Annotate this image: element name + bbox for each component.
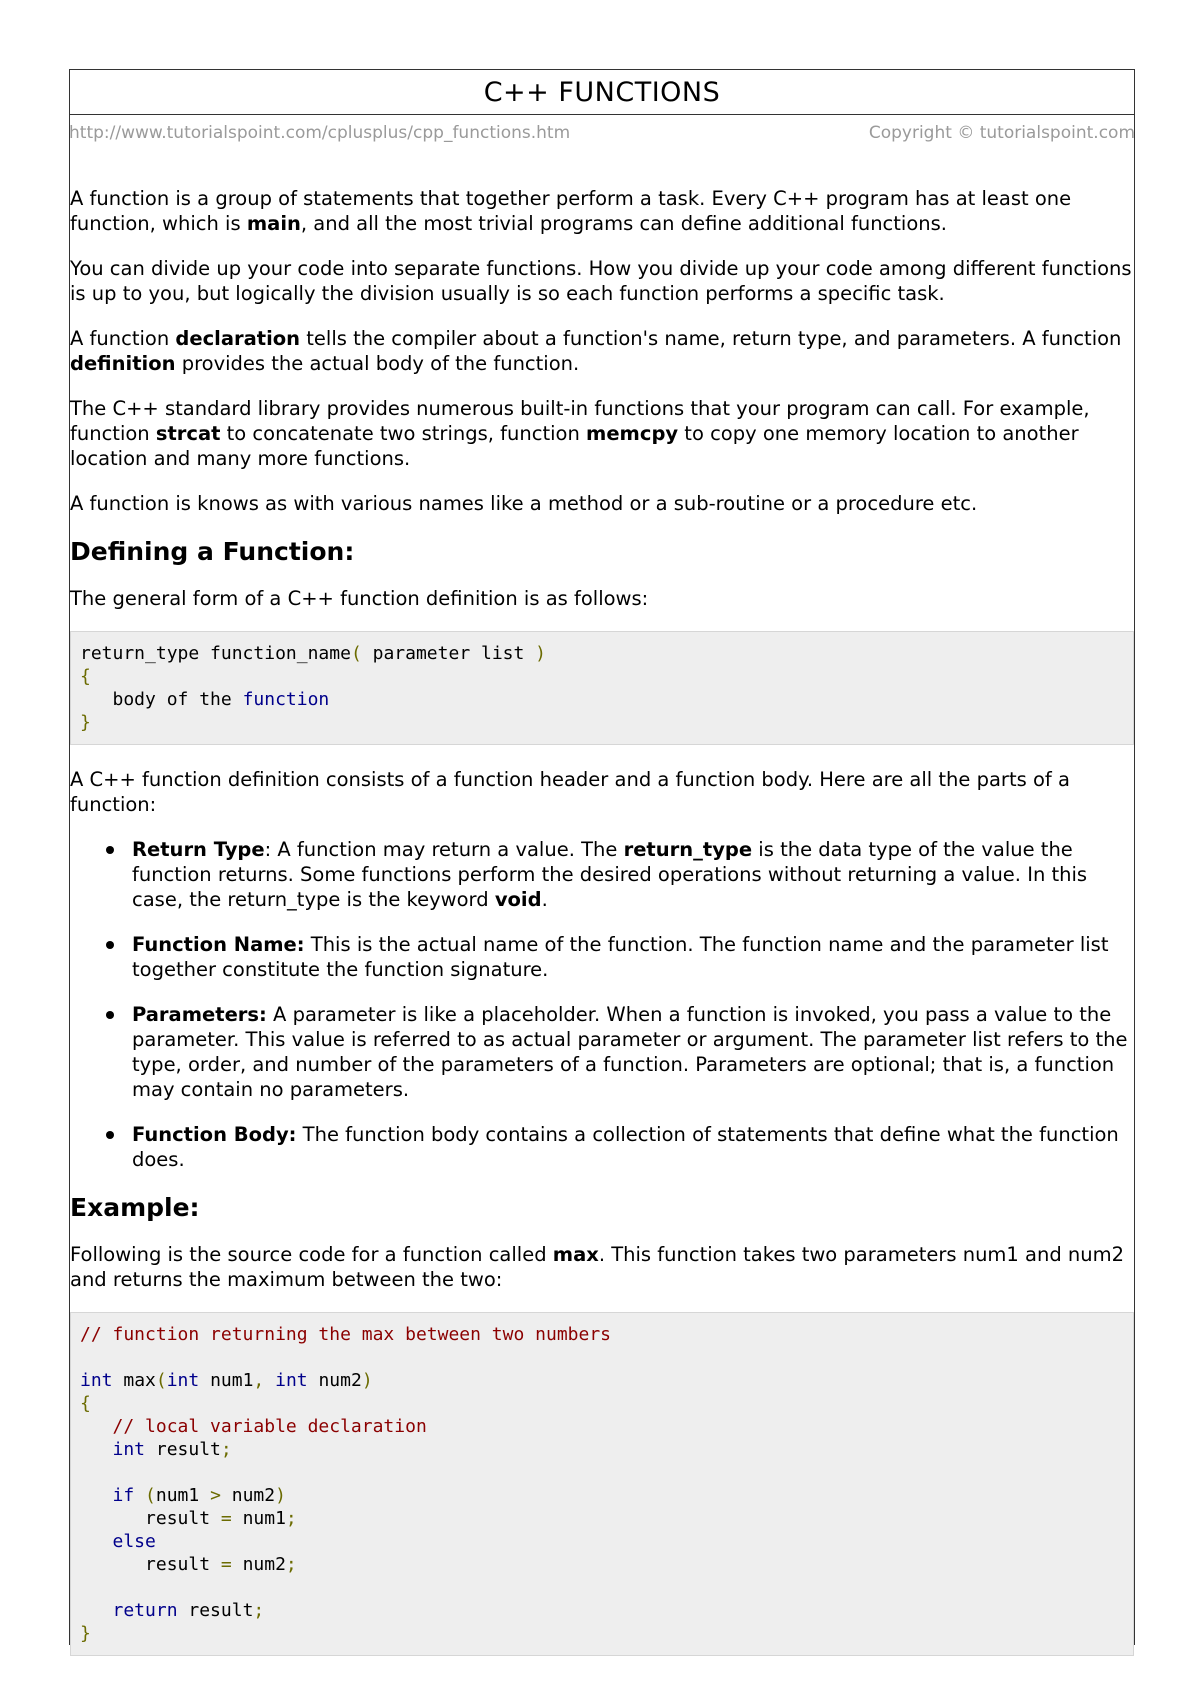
function-parts-list — [70, 837, 1134, 1172]
list-item-function-name: Function Name: This is the actual name of the function. The function name and the parameter list together constitute the function signature. — [132, 932, 1134, 982]
defining-after: A C++ function definition consists of a function header and a function body. Here are all the parts of a function: — [70, 768, 1070, 816]
defining-lead: The general form of a C++ function definition is as follows: — [70, 587, 649, 610]
intro-paragraph-3: A function declaration tells the compiler about a function's name, return type, and parameters. A function definition provides the actual body of the function. — [70, 327, 1122, 375]
intro-paragraph-4: The C++ standard library provides numerous built-in functions that your program can call. For example, function strcat to concatenate two strings, function memcpy to copy one memory location to another location and many more functions. — [70, 397, 1090, 470]
bullet-icon — [106, 846, 114, 854]
example-lead: Following is the source code for a function called max. This function takes two parameters num1 and num2 and returns the maximum between the two: — [70, 1243, 1125, 1291]
list-item-return-type: Return Type: A function may return a value. The return_type is the data type of the value the function returns. Some functions perform the desired operations without returning a value. In this case, the return_type is the keyword void. — [132, 837, 1134, 912]
bullet-icon — [106, 1011, 114, 1019]
defining-heading: Defining a Function: — [70, 537, 355, 566]
intro-paragraph-2: You can divide up your code into separate functions. How you divide up your code among different functions is up to you, but logically the division usually is so each function performs a specific task. — [70, 257, 1132, 305]
list-item-parameters: Parameters: A parameter is like a placeholder. When a function is invoked, you pass a value to the parameter. This value is referred to as actual parameter or argument. The parameter list refers to the type, order, and number of the parameters of a function. Parameters are optional; that is, a function may contain no parameters. — [132, 1002, 1134, 1102]
title-box — [69, 69, 1135, 115]
max-function-code: // function returning the max between two numbers int max(int num1, int num2) { // local variable declaration int result; if (num1 > num2) result = num1; else result = num2; return result; } — [70, 1312, 1134, 1656]
meta-row — [69, 122, 1135, 144]
intro-paragraph-1: A function is a group of statements that together perform a task. Every C++ program has at least one function, which is main, and all the most trivial programs can define additional functions. — [70, 187, 1072, 235]
bullet-icon — [106, 1131, 114, 1139]
article-body — [70, 186, 1134, 1678]
copyright: Copyright © tutorialspoint.com — [868, 123, 1135, 143]
bullet-icon — [106, 941, 114, 949]
intro-paragraph-5: A function is knows as with various names like a method or a sub-routine or a procedure etc. — [70, 492, 978, 515]
list-item-function-body: Function Body: The function body contains a collection of statements that define what the function does. — [132, 1122, 1134, 1172]
example-heading: Example: — [70, 1193, 200, 1222]
page-title: C++ FUNCTIONS — [483, 76, 721, 108]
general-form-code: return_type function_name( parameter list ) { body of the function } — [70, 631, 1134, 745]
source-url[interactable]: http://www.tutorialspoint.com/cplusplus/cpp_functions.htm — [69, 123, 571, 143]
